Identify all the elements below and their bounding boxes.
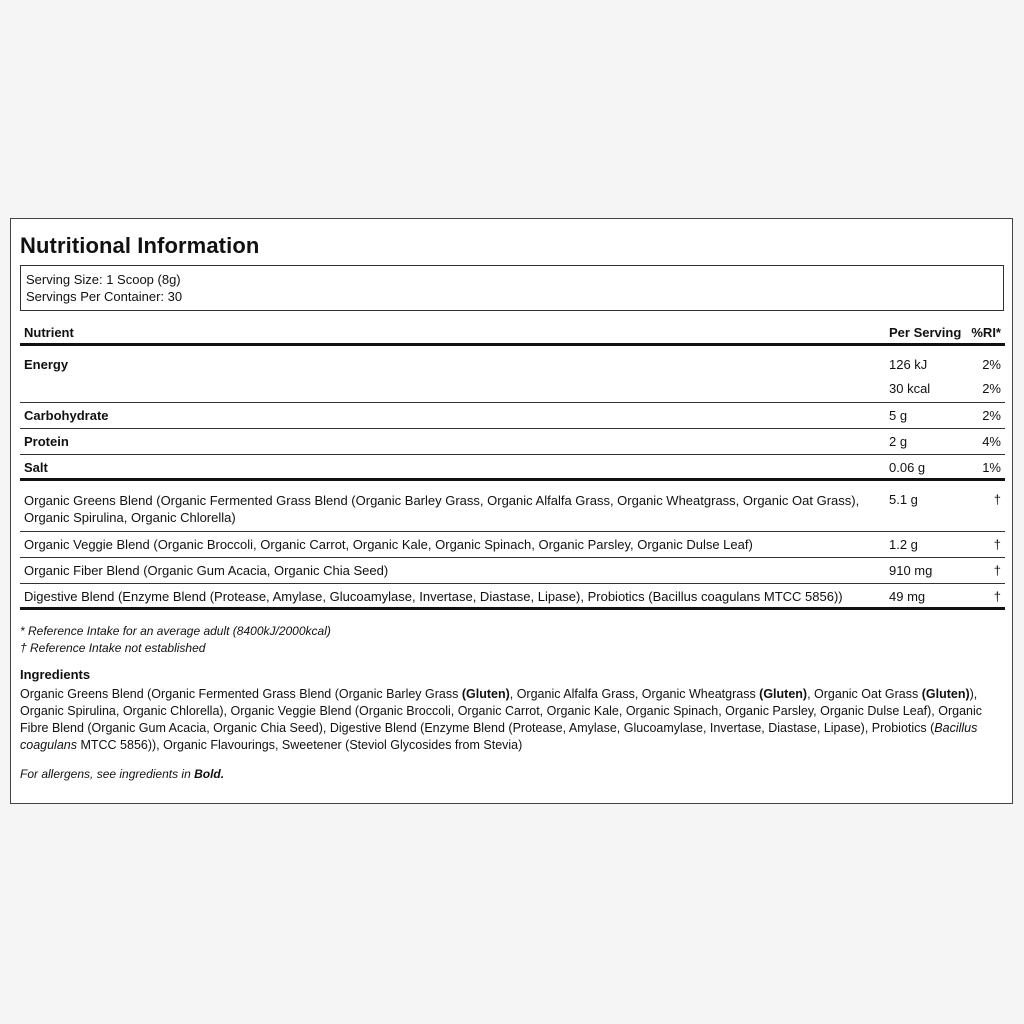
- table-row-protein: [20, 429, 1005, 455]
- table-row-veggie-blend: [20, 532, 1005, 558]
- nutrition-panel: [10, 218, 1013, 804]
- greens-blend-ri: †: [993, 492, 1001, 507]
- greens-blend-label: Organic Greens Blend (Organic Fermented Grass Blend (Organic Barley Grass, Organic Alfalfa Grass, Organic Wheatgrass, Organic Oat Grass), Organic Spirulina, Organic Chlorella): [24, 493, 860, 525]
- protein-label: Protein: [24, 434, 69, 449]
- table-header-row: [20, 319, 1005, 346]
- fiber-blend-value: 910 mg: [889, 563, 933, 578]
- allergen-gluten: (Gluten): [921, 687, 970, 701]
- serving-info-box: [20, 265, 1004, 311]
- header-nutrient: Nutrient: [24, 325, 74, 340]
- allergen-note: [20, 767, 224, 781]
- carbohydrate-ri: 2%: [982, 408, 1001, 423]
- digestive-blend-ri: †: [993, 589, 1001, 604]
- veggie-blend-value: 1.2 g: [889, 537, 918, 552]
- energy-kj: 126 kJ: [889, 357, 928, 372]
- probiotic-species: Bacillus coagulans: [20, 721, 978, 752]
- serving-size: Serving Size: 1 Scoop (8g): [26, 272, 181, 287]
- ingredients-part: , Organic Oat Grass: [807, 687, 922, 701]
- fiber-blend-ri: †: [993, 563, 1001, 578]
- energy-kj-ri: 2%: [982, 357, 1001, 372]
- digestive-blend-value: 49 mg: [889, 589, 926, 604]
- table-row-fiber-blend: [20, 558, 1005, 584]
- energy-kcal: 30 kcal: [889, 381, 931, 396]
- table-spacer: [20, 481, 1005, 488]
- ingredients-part: MTCC 5856)), Organic Flavourings, Sweetener (Steviol Glycosides from Stevia): [77, 738, 523, 752]
- fiber-blend-label: Organic Fiber Blend (Organic Gum Acacia, Organic Chia Seed): [24, 563, 389, 578]
- allergen-note-bold: Bold.: [194, 767, 225, 781]
- allergen-note-prefix: For allergens, see ingredients in: [20, 767, 195, 781]
- table-row-carbohydrate: [20, 403, 1005, 429]
- ingredients-text: [20, 686, 995, 754]
- protein-ri: 4%: [982, 434, 1001, 449]
- salt-label: Salt: [24, 460, 48, 475]
- header-per-serving: Per Serving: [889, 325, 962, 340]
- panel-title: Nutritional Information: [20, 233, 260, 258]
- allergen-gluten: (Gluten): [461, 687, 510, 701]
- footnotes: [20, 623, 331, 657]
- table-row-energy: [20, 346, 1005, 403]
- ingredients-part: Organic Greens Blend (Organic Fermented Grass Blend (Organic Barley Grass: [20, 687, 462, 701]
- servings-per-container: Servings Per Container: 30: [26, 289, 183, 304]
- digestive-blend-label: Digestive Blend (Enzyme Blend (Protease, Amylase, Glucoamylase, Invertase, Diastase, Lipase), Probiotics (Bacillus coagulans MTCC 5856)): [24, 589, 843, 604]
- salt-value: 0.06 g: [889, 460, 926, 475]
- footnote-dagger: † Reference Intake not established: [20, 641, 206, 655]
- protein-value: 2 g: [889, 434, 908, 449]
- ingredients-part: ), Organic Spirulina, Organic Chlorella), Organic Veggie Blend (Organic Broccoli, Organic Carrot, Organic Kale, Organic Spinach, Organic Parsley, Organic Dulse Leaf), Organic Fibre Blend (Organic Gum Acacia, Organic Chia Seed), Digestive Blend (Enzyme Blend (Protease, Amylase, Glucoamylase, Invertase, Diastase, Lipase), Probiotics (: [20, 687, 982, 735]
- allergen-gluten: (Gluten): [759, 687, 808, 701]
- veggie-blend-ri: †: [993, 537, 1001, 552]
- footnote-ri: * Reference Intake for an average adult (8400kJ/2000kcal): [20, 624, 331, 638]
- table-row-digestive-blend: [20, 584, 1005, 610]
- veggie-blend-label: Organic Veggie Blend (Organic Broccoli, Organic Carrot, Organic Kale, Organic Spinach, Organic Parsley, Organic Dulse Leaf): [24, 537, 753, 552]
- greens-blend-value: 5.1 g: [889, 492, 918, 507]
- nutrition-table: [20, 319, 1005, 610]
- salt-ri: 1%: [982, 460, 1001, 475]
- energy-label: Energy: [24, 357, 69, 372]
- ingredients-part: , Organic Alfalfa Grass, Organic Wheatgrass: [509, 687, 760, 701]
- ingredients-title: Ingredients: [20, 667, 91, 682]
- header-ri: %RI*: [971, 325, 1001, 340]
- carbohydrate-value: 5 g: [889, 408, 908, 423]
- table-row-salt: [20, 455, 1005, 481]
- carbohydrate-label: Carbohydrate: [24, 408, 109, 423]
- table-row-greens-blend: [20, 488, 1005, 532]
- energy-kcal-ri: 2%: [982, 381, 1001, 396]
